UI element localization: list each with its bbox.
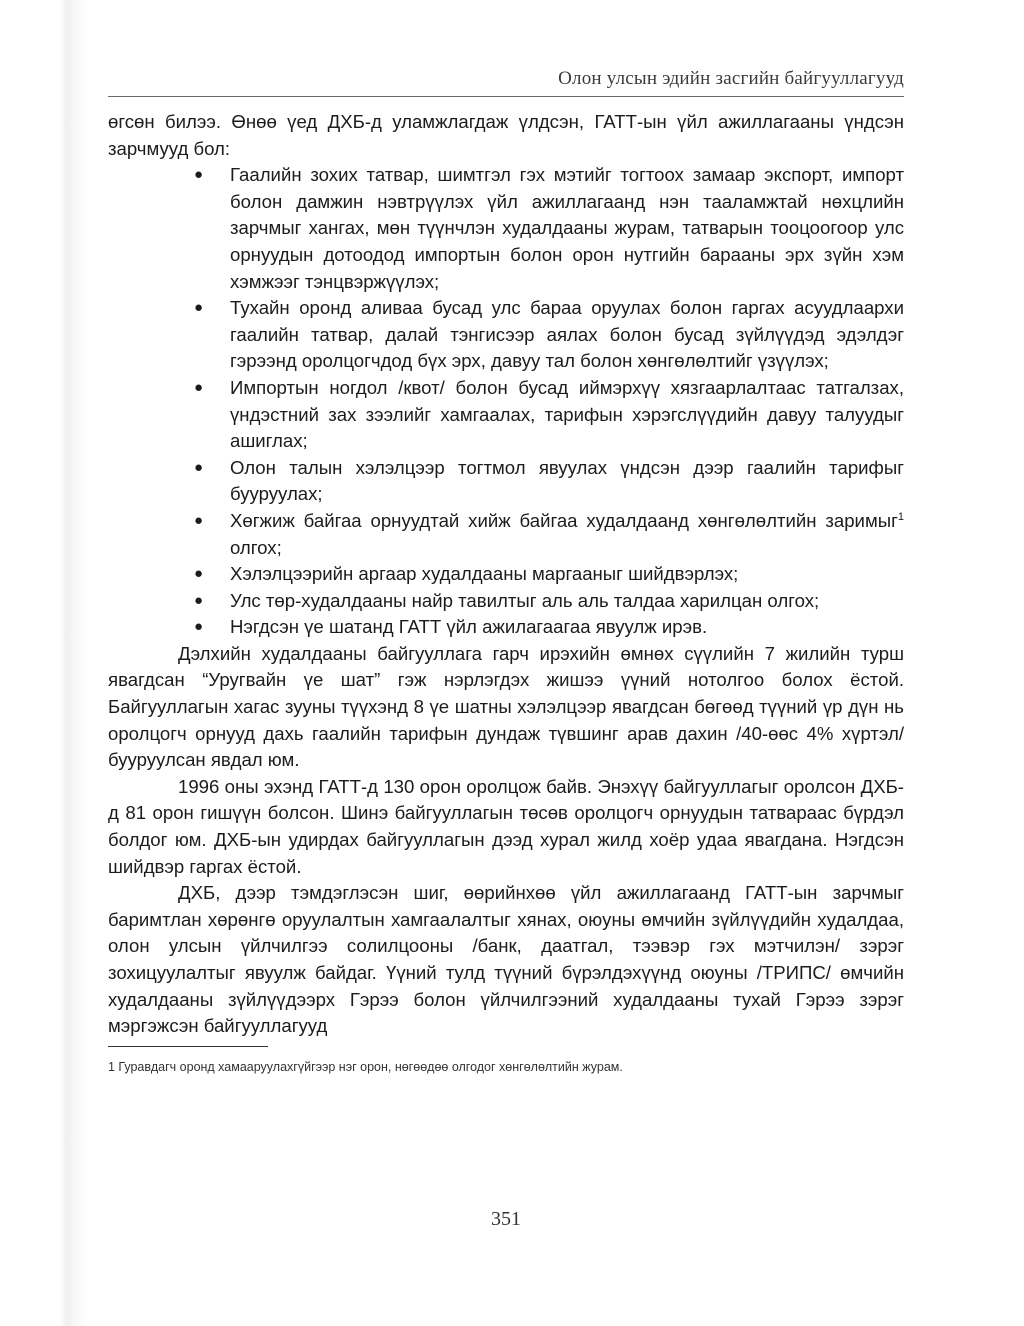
principles-list (108, 162, 904, 641)
list-item-text: Улс төр-худалдааны найр тавилтыг аль аль талдаа харилцан олгох; (230, 589, 820, 611)
list-item (194, 614, 904, 641)
bullet-icon: ● (194, 511, 204, 529)
list-item (194, 455, 904, 508)
list-item (194, 508, 904, 561)
list-item-text-tail: олгох; (230, 536, 282, 558)
list-item-text: Олон талын хэлэлцээр тогтмол явуулах үндсэн дээр гаалийн тарифыг бууруулах; (230, 456, 904, 505)
footnote-divider (108, 1046, 268, 1047)
list-item-text: Тухайн оронд аливаа бусад улс бараа оруулах болон гаргах асуудлаархи гаалийн татвар, далай тэнгисээр аялах болон бусад зүйлүүдэд эдэлдэг гэрээнд оролцогчдод бүх эрх, давуу тал болон хөнгөлөлтийг үзүүлэх; (230, 297, 904, 372)
binding-shadow (0, 0, 88, 1326)
list-item-text: Нэгдсэн үе шатанд ГАТТ үйл ажилагаагаа явуулж ирэв. (230, 616, 708, 638)
bullet-icon: ● (194, 166, 204, 184)
paragraph-uruguay-round: Дэлхийн худалдааны байгууллага гарч ирэхийн өмнөх сүүлийн 7 жилийн турш явагдсан “Уругвайн үе шат” гэж нэрлэгдэх жишээ үүний нотолгоо болох ёстой. Байгууллагын хагас зууны түүхэнд 8 үе шатны хэлэлцээр явагдсан бөгөөд түүний үр дүн нь оролцогч орнууд дахь гаалийн тарифын дундаж түвшинг арав дахин /40-өөс 4% хүртэл/ бууруулсан явдал юм. (108, 642, 904, 771)
list-item-text: Импортын ногдол /квот/ болон бусад иймэрхүү хязгаарлалтаас татгалзах, үндэстний зах зээлийг хамгаалах, тарифын хэрэгслүүдийн давуу талуудыг ашиглах; (230, 376, 904, 452)
bullet-icon: ● (194, 618, 204, 636)
body-text (108, 109, 904, 1040)
intro-paragraph: өгсөн билээ. Өнөө үед ДХБ-д уламжлагдаж үлдсэн, ГАТТ-ын үйл ажиллагааны үндсэн зарчмууд бол: (108, 111, 904, 159)
footnote-marker[interactable]: 1 (897, 510, 904, 523)
footnote: 1 Гуравдагч оронд хамааруулахгүйгээр нэг орон, нөгөөдөө олгодог хөнгөлөлтийн журам. (108, 1059, 623, 1074)
list-item (194, 295, 904, 375)
bullet-icon: ● (194, 299, 204, 317)
book-page (108, 68, 904, 1075)
list-item (194, 561, 904, 588)
bullet-icon: ● (194, 458, 204, 476)
bullet-icon: ● (194, 565, 204, 583)
page-number: 351 (491, 1208, 521, 1230)
bullet-icon: ● (194, 378, 204, 396)
list-item (194, 588, 904, 615)
list-item (194, 162, 904, 295)
list-item-text: Гаалийн зохих татвар, шимтгэл гэх мэтийг тогтоох замаар экспорт, импорт болон дамжин нэвтрүүлэх үйл ажиллагаанд нэн тааламжтай нөхцлийн зарчмыг хангах, мөн түүнчлэн худалдааны журам, татварын тооцоогоор улс орнуудын дотоодод импортын болон орон нутгийн барааны эрх зүйн хэм хэмжээг тэнцвэржүүлэх; (230, 164, 904, 292)
list-item-text: Хэлэлцээрийн аргаар худалдааны маргааныг шийдвэрлэх; (230, 563, 739, 585)
paragraph-wto-functions: ДХБ, дээр тэмдэглэсэн шиг, өөрийнхөө үйл ажиллагаанд ГАТТ-ын зарчмыг баримтлан хөрөнгө оруулалтын хамгаалалтыг хянах, оюуны өмчийн зүйлүүдийн худалдаа, олон улсын үйлчилгээ солилцооны /банк, даатгал, тээвэр гэх мэтчилэн/ зэрэг зохицуулалтыг явуулж байдаг. Үүний тулд түүний бүрэлдэхүүнд оюуны /ТРИПС/ өмчийн худалдааны зүйлүүдээрх Гэрээ болон үйлчилгээний худалдааны тухай Гэрээ зэрэг мэргэжсэн байгууллагууд (108, 882, 904, 1037)
list-item (194, 375, 904, 455)
paragraph-1996-membership: 1996 оны эхэнд ГАТТ-д 130 орон оролцож байв. Энэхүү байгууллагыг оролсон ДХБ-д 81 орон гишүүн болсон. Шинэ байгууллагын төсөв оролцогч орнуудын татвараас бүрдэл болдог юм. ДХБ-ын удирдах байгууллагын дээд хурал жилд хоёр удаа явагдана. Нэгдсэн шийдвэр гаргах ёстой. (108, 775, 904, 877)
running-head: Олон улсын эдийн засгийн байгууллагууд (108, 68, 904, 97)
bullet-icon: ● (194, 591, 204, 609)
list-item-text: Хөгжиж байгаа орнуудтай хийж байгаа худалдаанд хөнгөлөлтийн заримыг (230, 509, 898, 531)
